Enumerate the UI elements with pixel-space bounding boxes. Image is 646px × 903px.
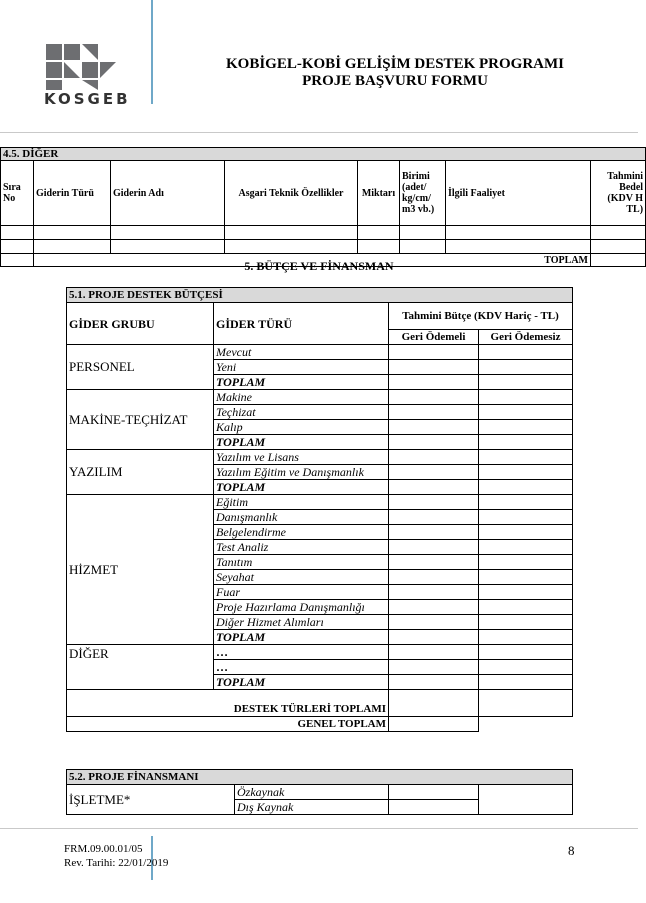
item-test-analiz: Test Analiz [214, 540, 389, 555]
col-giderin-adi: Giderin Adı [111, 161, 225, 226]
cell-input[interactable] [389, 360, 479, 375]
cell-input[interactable] [479, 600, 573, 615]
cell-input[interactable] [479, 405, 573, 420]
cell-input[interactable] [389, 555, 479, 570]
item-ozkaynak: Özkaynak [235, 785, 389, 800]
cell-input[interactable] [225, 240, 358, 254]
item-danismanlik: Danışmanlık [214, 510, 389, 525]
header-divider [151, 0, 153, 104]
toplam-diger: TOPLAM [214, 675, 389, 690]
col-asgari-teknik: Asgari Teknik Özellikler [225, 161, 358, 226]
cell-input[interactable] [446, 240, 591, 254]
header-rule [0, 132, 638, 133]
cell-input[interactable] [479, 660, 573, 675]
item-proje-hazirlama: Proje Hazırlama Danışmanlığı [214, 600, 389, 615]
cell-input[interactable] [389, 420, 479, 435]
col-giderin-turu: Giderin Türü [34, 161, 111, 226]
cell-input[interactable] [479, 345, 573, 360]
cell-input[interactable] [389, 645, 479, 660]
col-geri-odemesiz: Geri Ödemesiz [479, 330, 573, 345]
cell-input[interactable] [479, 555, 573, 570]
cell-input[interactable] [479, 465, 573, 480]
item-tanitim: Tanıtım [214, 555, 389, 570]
header-title-line1: KOBİGEL-KOBİ GELİŞİM DESTEK PROGRAMI [226, 56, 564, 72]
cell-input[interactable] [389, 390, 479, 405]
genel-toplam: GENEL TOPLAM [67, 717, 389, 732]
toplam-makine: TOPLAM [214, 435, 389, 450]
cell-input[interactable] [389, 675, 479, 690]
item-fuar: Fuar [214, 585, 389, 600]
table-row [1, 226, 646, 240]
item-yazilim-egitim: Yazılım Eğitim ve Danışmanlık [214, 465, 389, 480]
col-tahmini-bedel: Tahmini Bedel (KDV H TL) [591, 161, 646, 226]
cell-input[interactable] [389, 375, 479, 390]
cell-input[interactable] [225, 226, 358, 240]
cell-input[interactable] [400, 240, 446, 254]
cell-input[interactable] [479, 360, 573, 375]
cell-input[interactable] [479, 450, 573, 465]
col-miktari: Miktarı [358, 161, 400, 226]
cell-input[interactable] [389, 465, 479, 480]
item-makine: Makine [214, 390, 389, 405]
cell-input[interactable] [358, 226, 400, 240]
cell-input[interactable] [479, 585, 573, 600]
cell-input[interactable] [389, 345, 479, 360]
col-tahmini-butce: Tahmini Bütçe (KDV Hariç - TL) [389, 303, 573, 330]
cell-input[interactable] [389, 510, 479, 525]
cell-input[interactable] [389, 570, 479, 585]
cell-input[interactable] [389, 585, 479, 600]
cell-input[interactable] [479, 690, 573, 717]
item-techizat: Teçhizat [214, 405, 389, 420]
cell-input[interactable] [479, 420, 573, 435]
group-makine-techizat: MAKİNE-TEÇHİZAT [67, 390, 214, 450]
item-mevcut: Mevcut [214, 345, 389, 360]
cell-input[interactable] [479, 375, 573, 390]
cell-input[interactable] [389, 495, 479, 510]
cell-input[interactable] [479, 495, 573, 510]
toplam-yazilim: TOPLAM [214, 480, 389, 495]
cell-input[interactable] [34, 226, 111, 240]
cell-input[interactable] [1, 240, 34, 254]
item-seyahat: Seyahat [214, 570, 389, 585]
cell-input[interactable] [34, 240, 111, 254]
cell-input[interactable] [111, 240, 225, 254]
budget-table [66, 287, 573, 732]
cell-empty [479, 717, 573, 732]
cell-input[interactable] [389, 717, 479, 732]
table-row [1, 240, 646, 254]
item-yeni: Yeni [214, 360, 389, 375]
item-diger-2: … [214, 660, 389, 675]
cell-input[interactable] [479, 435, 573, 450]
header-title-line2: PROJE BAŞVURU FORMU [302, 73, 488, 89]
cell-input[interactable] [389, 540, 479, 555]
group-yazilim: YAZILIM [67, 450, 214, 495]
section-4-5-title: 4.5. DİĞER [1, 148, 646, 161]
kosgeb-logo [44, 42, 148, 108]
col-birimi: Birimi (adet/ kg/cm/ m3 vb.) [400, 161, 446, 226]
col-ilgili-faaliyet: İlgili Faaliyet [446, 161, 591, 226]
cell-input[interactable] [479, 390, 573, 405]
cell-input[interactable] [591, 240, 646, 254]
page-number: 8 [568, 843, 575, 858]
logo-text: KOSGEB [44, 90, 131, 108]
toplam-label: TOPLAM [34, 254, 591, 267]
cell-input[interactable] [479, 480, 573, 495]
col-geri-odemeli: Geri Ödemeli [389, 330, 479, 345]
cell-input[interactable] [389, 660, 479, 675]
group-isletme: İŞLETME* [67, 785, 235, 815]
cell-input[interactable] [389, 600, 479, 615]
cell-input[interactable] [389, 615, 479, 630]
revision-date: Rev. Tarihi: 22/01/2019 [64, 857, 169, 869]
cell-input[interactable] [479, 645, 573, 660]
cell-input[interactable] [389, 800, 479, 815]
other-expenses-table [0, 147, 646, 267]
cell-input[interactable] [389, 450, 479, 465]
cell-input[interactable] [479, 570, 573, 585]
group-personel: PERSONEL [67, 345, 214, 390]
cell-input[interactable] [400, 226, 446, 240]
toplam-personel: TOPLAM [214, 375, 389, 390]
section-5-title: 5. BÜTÇE VE FİNANSMAN [244, 259, 394, 273]
item-egitim: Eğitim [214, 495, 389, 510]
cell-input[interactable] [479, 785, 573, 815]
form-number: FRM.09.00.01/05 [64, 843, 143, 855]
cell-input[interactable] [479, 630, 573, 645]
cell-input[interactable] [389, 435, 479, 450]
cell-input[interactable] [479, 675, 573, 690]
cell-input[interactable] [479, 525, 573, 540]
cell-input[interactable] [389, 690, 479, 717]
cell-input[interactable] [389, 785, 479, 800]
item-diger-1: … [214, 645, 389, 660]
item-diger-hizmet: Diğer Hizmet Alımları [214, 615, 389, 630]
item-kalip: Kalıp [214, 420, 389, 435]
group-hizmet: HİZMET [67, 495, 214, 645]
col-sira-no: Sıra No [1, 161, 34, 226]
footer-rule [0, 828, 638, 829]
group-diger: DİĞER [67, 645, 214, 690]
section-5-1-title: 5.1. PROJE DESTEK BÜTÇESİ [67, 288, 573, 303]
toplam-hizmet: TOPLAM [214, 630, 389, 645]
cell-input[interactable] [358, 240, 400, 254]
financing-table [66, 769, 573, 815]
cell-input[interactable] [389, 630, 479, 645]
section-5-2-title: 5.2. PROJE FİNANSMANI [67, 770, 573, 785]
cell-input[interactable] [1, 226, 34, 240]
cell-input[interactable] [446, 226, 591, 240]
item-belgelendirme: Belgelendirme [214, 525, 389, 540]
cell-input[interactable] [111, 226, 225, 240]
cell-input[interactable] [479, 540, 573, 555]
col-gider-turu: GİDER TÜRÜ [214, 303, 389, 345]
cell-input[interactable] [591, 226, 646, 240]
item-yazilim-lisans: Yazılım ve Lisans [214, 450, 389, 465]
item-dis-kaynak: Dış Kaynak [235, 800, 389, 815]
cell-input[interactable] [389, 480, 479, 495]
cell-input[interactable] [389, 525, 479, 540]
cell-input[interactable] [479, 510, 573, 525]
destek-turleri-toplami: DESTEK TÜRLERİ TOPLAMI [67, 690, 389, 717]
cell-input[interactable] [389, 405, 479, 420]
col-gider-grubu: GİDER GRUBU [67, 303, 214, 345]
cell-input[interactable] [479, 615, 573, 630]
